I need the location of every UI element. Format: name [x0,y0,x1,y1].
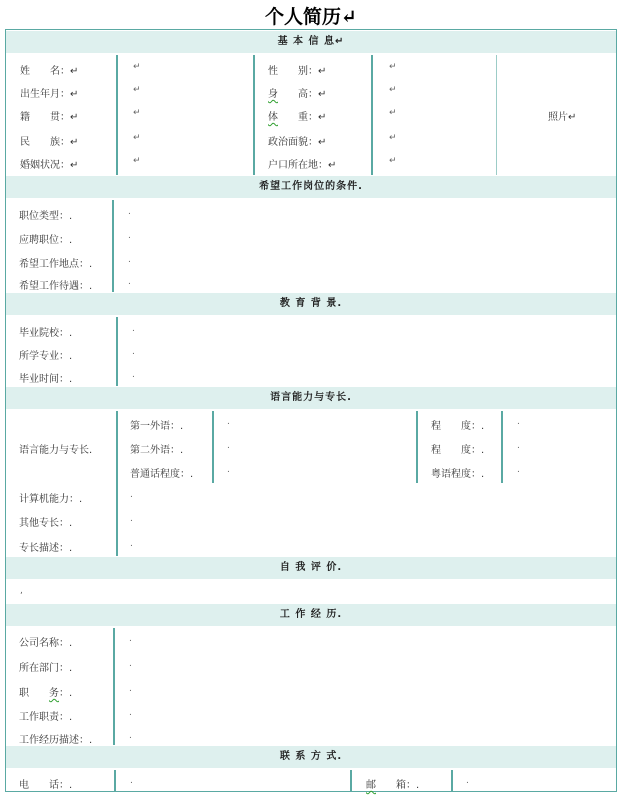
label-mandarin-level: 普通话程度：. [130,469,194,480]
value-school[interactable]: . [132,324,135,334]
value-work-description[interactable]: . [129,731,132,741]
label-job-title-char2: 务 [49,688,59,699]
value-phone[interactable]: . [130,776,133,786]
label-company-name: 公司名称：. [19,638,73,649]
label-graduation-time: 毕业时间：. [19,374,73,385]
label-marital-status: 婚姻状况：↵ [20,160,79,171]
label-first-foreign-language: 第一外语：. [130,421,184,432]
value-self-evaluation[interactable]: , [20,586,23,596]
value-applied-position[interactable]: . [128,231,131,241]
label-level-1: 程 度：. [431,421,485,432]
label-expected-salary: 希望工作待遇：. [19,281,93,292]
label-height [268,85,326,100]
section-education: 教 育 背 景. [6,293,616,315]
divider [496,55,497,175]
divider [113,628,115,745]
value-birth-date[interactable]: ↵ [133,85,141,95]
section-language-skills: 语言能力与专长. [6,387,616,409]
value-level-2[interactable]: . [517,441,520,451]
divider [451,770,453,791]
label-other-skills: 其他专长：. [19,518,73,529]
label-weight-rest: 重：↵ [278,112,327,123]
value-first-foreign-language[interactable]: . [227,417,230,427]
label-level-2: 程 度：. [431,445,485,456]
label-email-rest: 箱：. [376,780,420,791]
label-name: 姓 名：↵ [20,66,79,77]
divider [116,55,118,175]
value-other-skills[interactable]: . [130,514,133,524]
divider [116,411,118,556]
value-email[interactable]: . [466,776,469,786]
value-political-status[interactable]: ↵ [389,133,397,143]
section-contact: 联 系 方 式. [6,746,616,768]
label-skills-description: 专长描述：. [19,543,73,554]
label-native-place: 籍 贯：↵ [20,112,79,123]
label-job-type: 职位类型：. [19,211,73,222]
value-weight[interactable]: ↵ [389,108,397,118]
value-graduation-time[interactable]: . [132,370,135,380]
divider [114,770,116,791]
value-expected-salary[interactable]: . [128,277,131,287]
value-name[interactable]: ↵ [133,62,141,72]
value-skills-description[interactable]: . [130,539,133,549]
label-department: 所在部门：. [19,663,73,674]
value-native-place[interactable]: ↵ [133,108,141,118]
divider [116,317,118,386]
label-ethnicity: 民 族：↵ [20,137,79,148]
value-preferred-location[interactable]: . [128,255,131,265]
label-height-rest: 高：↵ [278,89,327,100]
value-job-type[interactable]: . [128,207,131,217]
label-job-title [19,684,72,699]
label-job-title-colon: ：. [59,688,73,699]
section-job-preference: 希望工作岗位的条件. [6,176,616,198]
value-level-1[interactable]: . [517,417,520,427]
value-mandarin-level[interactable]: . [227,465,230,475]
label-job-title-char: 职 [19,688,49,699]
label-second-foreign-language: 第二外语：. [130,445,184,456]
label-applied-position: 应聘职位：. [19,235,73,246]
label-job-duties: 工作职责：. [19,712,73,723]
divider [253,55,255,175]
label-height-char: 身 [268,89,278,100]
label-school: 毕业院校：. [19,328,73,339]
value-company-name[interactable]: . [129,634,132,644]
label-weight [268,108,326,123]
section-basic-info: 基 本 信 息↵ [6,31,616,53]
value-computer-skills[interactable]: . [130,490,133,500]
label-email [366,776,419,791]
label-cantonese-level: 粤语程度：. [431,469,485,480]
value-gender[interactable]: ↵ [389,62,397,72]
value-height[interactable]: ↵ [389,85,397,95]
divider [350,770,352,791]
divider [112,200,114,292]
divider [371,55,373,175]
label-phone: 电 话：. [19,780,73,791]
label-major: 所学专业：. [19,351,73,362]
label-computer-skills: 计算机能力：. [19,494,83,505]
divider [501,411,503,483]
value-second-foreign-language[interactable]: . [227,441,230,451]
photo-placeholder[interactable]: 照片↵ [548,112,577,123]
label-preferred-location: 希望工作地点：. [19,259,93,270]
label-gender: 性 别：↵ [268,66,327,77]
value-marital-status[interactable]: ↵ [133,156,141,166]
section-self-evaluation: 自 我 评 价. [6,557,616,579]
value-cantonese-level[interactable]: . [517,465,520,475]
label-email-char: 邮 [366,780,376,791]
value-job-duties[interactable]: . [129,708,132,718]
label-political-status: 政治面貌：↵ [268,137,327,148]
value-ethnicity[interactable]: ↵ [133,133,141,143]
label-weight-char: 体 [268,112,278,123]
divider [212,411,214,483]
divider [416,411,418,483]
value-hukou[interactable]: ↵ [389,156,397,166]
label-birth-date: 出生年月：↵ [20,89,79,100]
label-hukou: 户口所在地：↵ [268,160,337,171]
section-work-experience: 工 作 经 历. [6,604,616,626]
value-major[interactable]: . [132,347,135,357]
value-job-title[interactable]: . [129,684,132,694]
label-language-skills: 语言能力与专长. [19,445,93,456]
value-department[interactable]: . [129,659,132,669]
page-title: 个人简历↵ [265,6,357,28]
label-work-description: 工作经历描述：. [19,735,93,746]
